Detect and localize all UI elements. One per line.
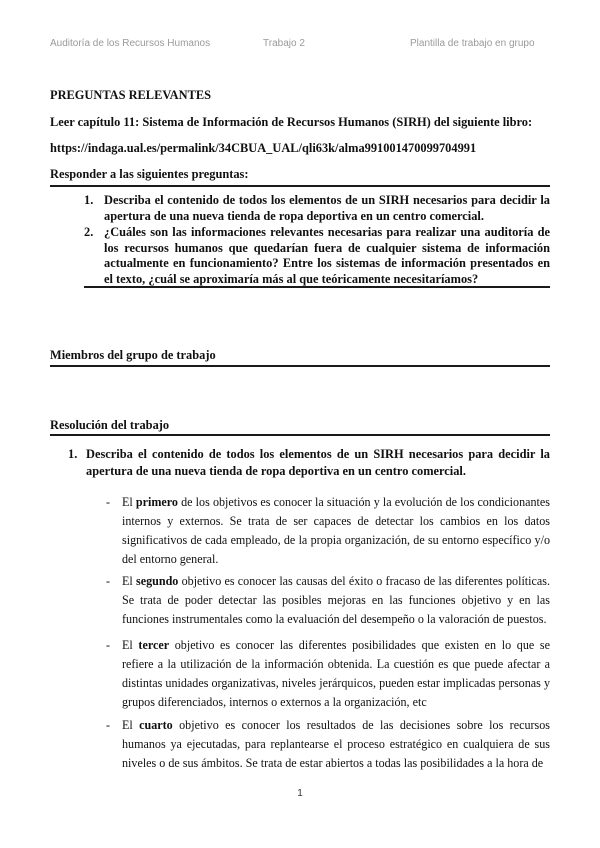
list-dash: - xyxy=(106,574,111,588)
objective-paragraph-3 xyxy=(106,636,550,712)
respond-instruction: Responder a las siguientes preguntas: xyxy=(50,167,249,181)
resolution-question xyxy=(68,446,550,480)
objective-paragraph-2 xyxy=(106,572,550,629)
question-number: 1. xyxy=(84,193,94,207)
paragraph-text xyxy=(122,493,550,569)
paragraph-text xyxy=(122,716,550,773)
text-pre: El xyxy=(122,718,140,732)
text-bold: primero xyxy=(135,495,178,509)
text-post: de los objetivos es conocer la situación y la evolución de los condicionantes internos y externos. Se trata de ser capaces de detectar los cambios en los datos significativos de cada empleado, de la propia organización, de su entorno específico y/o del entorno general. xyxy=(122,495,550,566)
list-dash: - xyxy=(106,718,111,732)
read-instruction: Leer capítulo 11: Sistema de Información de Recursos Humanos (SIRH) del siguiente libro: xyxy=(50,115,533,129)
book-link[interactable]: https://indaga.ual.es/permalink/34CBUA_UAL/qli63k/alma991001470099704991 xyxy=(50,141,477,155)
paragraph-text xyxy=(122,572,550,629)
objective-paragraph-4 xyxy=(106,716,550,773)
list-dash: - xyxy=(106,495,111,509)
divider-questions-bottom xyxy=(84,286,550,288)
questions-list xyxy=(84,193,550,288)
page-number: 1 xyxy=(297,788,303,799)
text-post: objetivo es conocer los resultados de las decisiones sobre los recursos humanos ya ejecutadas, para replantearse el proceso estratégico en cualquiera de sus niveles o de sus ámbitos. Se trata de estar abiertos a todas las posibilidades a la hora de xyxy=(122,718,550,770)
question-item xyxy=(84,193,550,224)
resolution-question-text: Describa el contenido de todos los elementos de un SIRH necesarios para decidir la apertura de una nueva tienda de ropa deportiva en un centro comercial. xyxy=(86,447,550,478)
text-bold: segundo xyxy=(136,574,179,588)
paragraph-text xyxy=(122,636,550,712)
text-pre: El xyxy=(122,638,139,652)
list-dash: - xyxy=(106,638,111,652)
text-pre: El xyxy=(122,495,136,509)
resolution-heading: Resolución del trabajo xyxy=(50,418,170,432)
divider-members xyxy=(50,365,550,367)
text-bold: cuarto xyxy=(139,718,173,732)
header-center: Trabajo 2 xyxy=(263,38,305,49)
text-post: objetivo es conocer las diferentes posibilidades que existen en lo que se refiere a la utilización de la información obtenida. La cuestión es que puede afectar a distintas unidades organizativas, niveles jerárquicos, pueden estar implicadas personas y grupos diferenciados, internos o externos a la organización, etc xyxy=(122,638,550,709)
text-pre: El xyxy=(122,574,136,588)
section-title: PREGUNTAS RELEVANTES xyxy=(50,88,212,102)
question-text: ¿Cuáles son las informaciones relevantes necesarias para realizar una auditoría de los recursos humanos que quedarían fuera de cualquier sistema de información actualmente en funcionamiento? Entre los sistemas de información presentados en el texto, ¿cuál se aproximaría más al que teóricamente necesitaríamos? xyxy=(104,225,550,286)
resolution-number: 1. xyxy=(68,447,78,461)
question-item xyxy=(84,225,550,287)
header-left: Auditoría de los Recursos Humanos xyxy=(50,38,211,49)
question-number: 2. xyxy=(84,225,94,239)
text-post: objetivo es conocer las causas del éxito o fracaso de las diferentes políticas. Se trata de poder detectar las posibles mejoras en las funciones objetivo y en las funciones instrumentales como la evaluación del desempeño o la valoración de puestos. xyxy=(122,574,550,626)
members-heading: Miembros del grupo de trabajo xyxy=(50,348,216,362)
divider-questions-top xyxy=(50,185,550,187)
header-right: Plantilla de trabajo en grupo xyxy=(410,38,535,49)
objective-paragraph-1 xyxy=(106,493,550,569)
text-bold: tercer xyxy=(138,638,170,652)
divider-resolution xyxy=(50,434,550,436)
question-text: Describa el contenido de todos los elementos de un SIRH necesarios para decidir la apertura de una nueva tienda de ropa deportiva en un centro comercial. xyxy=(104,193,550,223)
